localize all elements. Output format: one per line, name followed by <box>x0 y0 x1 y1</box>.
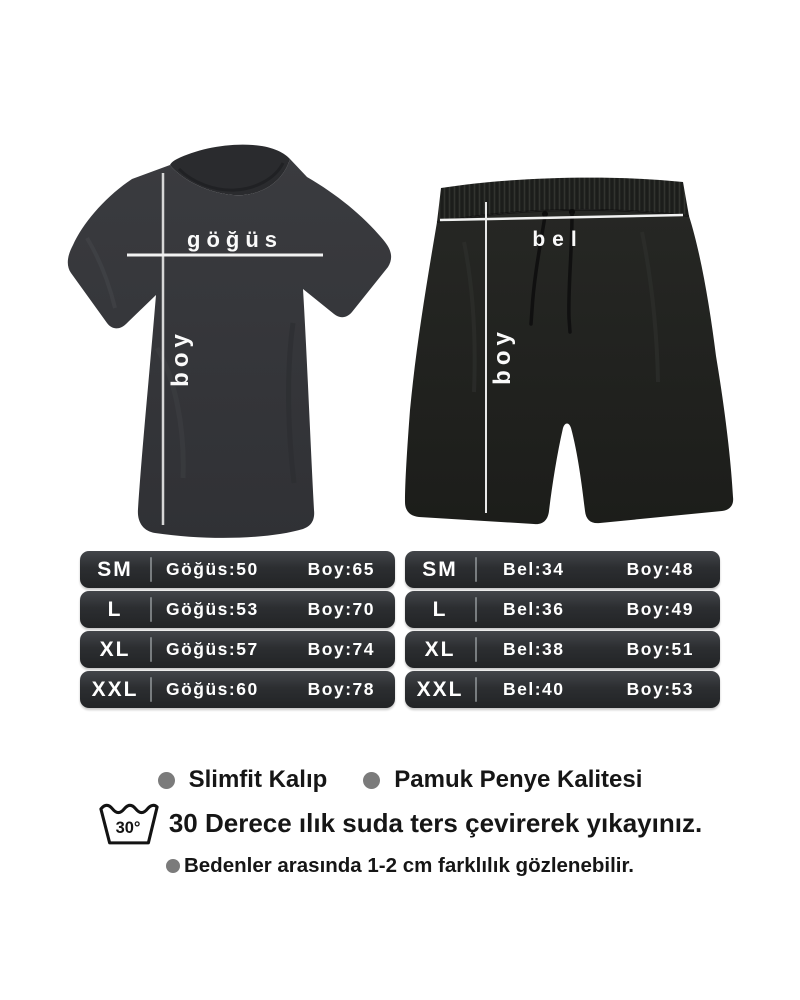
feature-list <box>0 766 800 794</box>
row-divider <box>475 637 477 662</box>
row-divider <box>475 677 477 702</box>
size-label: XL <box>424 637 456 661</box>
feature-label: Pamuk Penye Kalitesi <box>394 766 643 793</box>
row-divider <box>475 557 477 582</box>
bullet-icon <box>166 859 180 873</box>
table-row <box>80 631 395 668</box>
size-note-text: Bedenler arasında 1-2 cm farklılık gözlenebilir. <box>183 854 635 877</box>
tshirt-measurement-diagram <box>57 143 402 548</box>
size-label: SM <box>422 557 458 581</box>
shorts-measurement-diagram <box>402 172 740 542</box>
shorts-waist-label: bel <box>532 228 584 251</box>
size-label: XXL <box>416 677 464 701</box>
tshirt-length-label: boy <box>167 329 194 387</box>
chest-value: Göğüs:60 <box>166 679 259 699</box>
length-value: Boy:65 <box>307 559 375 579</box>
chest-value: Göğüs:53 <box>166 599 259 619</box>
table-row <box>80 591 395 628</box>
row-divider <box>150 677 152 702</box>
length-value: Boy:70 <box>307 599 375 619</box>
table-row <box>405 631 720 668</box>
waist-value: Bel:36 <box>503 599 565 619</box>
waist-value: Bel:34 <box>503 559 565 579</box>
row-divider <box>150 557 152 582</box>
wash-instruction-text: 30 Derece ılık suda ters çevirerek yıkayınız. <box>168 808 703 838</box>
length-value: Boy:48 <box>626 559 694 579</box>
table-row <box>405 671 720 708</box>
size-note-line <box>0 854 800 878</box>
tshirt-chest-label: göğüs <box>187 227 283 252</box>
row-divider <box>150 597 152 622</box>
length-value: Boy:74 <box>307 639 375 659</box>
table-row <box>80 671 395 708</box>
row-divider <box>150 637 152 662</box>
size-label: L <box>107 597 123 621</box>
tshirt-silhouette <box>68 159 391 538</box>
table-row <box>405 591 720 628</box>
row-divider <box>475 597 477 622</box>
feature-label: Slimfit Kalıp <box>188 766 328 793</box>
length-value: Boy:51 <box>626 639 694 659</box>
size-label: XXL <box>91 677 139 701</box>
chest-value: Göğüs:57 <box>166 639 259 659</box>
length-value: Boy:78 <box>307 679 375 699</box>
table-row <box>80 551 395 588</box>
chest-value: Göğüs:50 <box>166 559 259 579</box>
size-label: XL <box>99 637 131 661</box>
wash-tub-icon <box>98 800 160 847</box>
product-info <box>0 766 800 878</box>
tshirt-size-table <box>80 551 395 711</box>
bullet-icon <box>158 772 175 789</box>
size-label: SM <box>97 557 133 581</box>
length-value: Boy:49 <box>626 599 694 619</box>
length-value: Boy:53 <box>626 679 694 699</box>
feature-item <box>158 766 328 794</box>
waist-value: Bel:40 <box>503 679 565 699</box>
wash-instruction-line <box>0 800 800 847</box>
bullet-icon <box>363 772 380 789</box>
wash-temperature: 30° <box>115 819 141 838</box>
tshirt-image <box>57 143 402 543</box>
feature-item <box>363 766 642 794</box>
shorts-size-table <box>405 551 720 711</box>
size-label: L <box>432 597 448 621</box>
shorts-image <box>402 172 740 537</box>
shorts-length-label: boy <box>489 327 516 385</box>
waist-value: Bel:38 <box>503 639 565 659</box>
table-row <box>405 551 720 588</box>
